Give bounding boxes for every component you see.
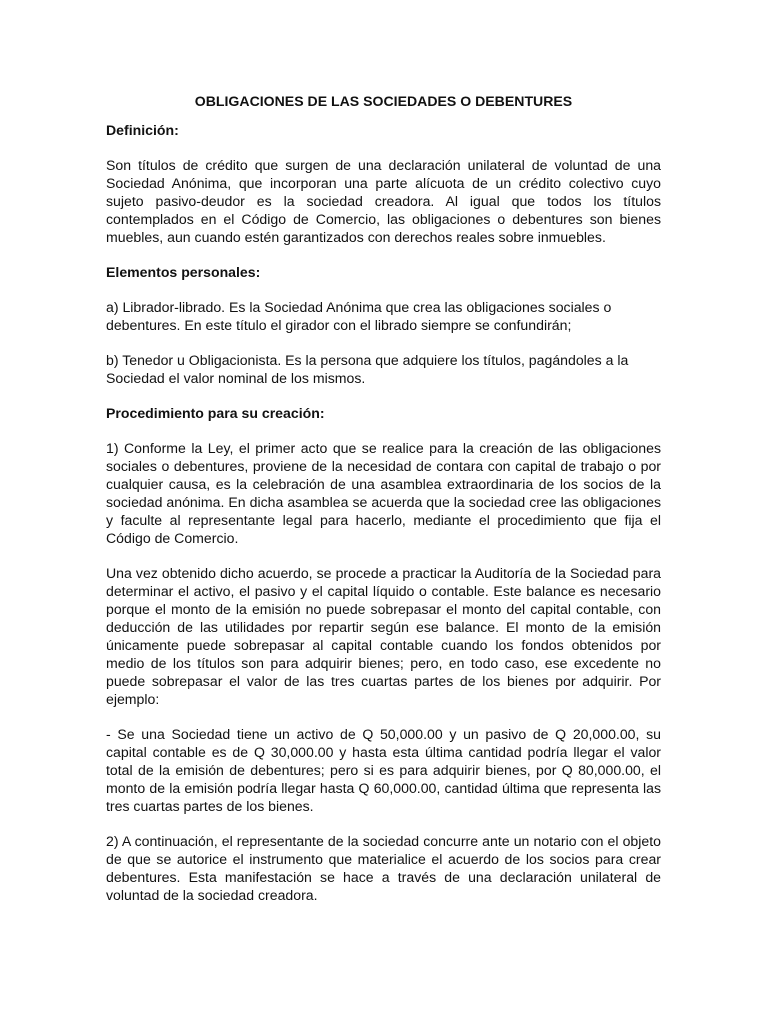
procedimiento-ejemplo-paragraph: - Se una Sociedad tiene un activo de Q 50,000.00 y un pasivo de Q 20,000.00, su capital contable es de Q 30,000.00 y hasta esta última cantidad podría llegar el valor total de la emisión de debentures; pero si es para adquirir bienes, por Q 80,000.00, el monto de la emisión podría llegar hasta Q 60,000.00, cantidad última que representa las tres cuartas partes de los bienes. <box>106 726 661 814</box>
procedimiento-auditoria-paragraph: Una vez obtenido dicho acuerdo, se procede a practicar la Auditoría de la Sociedad para determinar el activo, el pasivo y el capital líquido o contable. Este balance es necesario porque el monto de la emisión no puede sobrepasar el monto del capital contable, con deducción de las utilidades por repartir según ese balance. El monto de la emisión únicamente puede sobrepasar al capital contable cuando los fondos obtenidos por medio de los títulos son para adquirir bienes; pero, en todo caso, ese excedente no puede sobrepasar el valor de las tres cuartas partes de los bienes por adquirir. Por ejemplo: <box>106 565 661 707</box>
elemento-tenedor-paragraph: b) Tenedor u Obligacionista. Es la persona que adquiere los títulos, pagándoles a la Sociedad el valor nominal de los mismos. <box>106 352 629 386</box>
procedimiento-paso-2-paragraph: 2) A continuación, el representante de la sociedad concurre ante un notario con el objeto de que se autorice el instrumento que materialice el acuerdo de los socios para crear debentures. Esta manifestación se hace a través de una declaración unilateral de voluntad de la sociedad creadora. <box>106 833 661 903</box>
procedimiento-paso-1-paragraph: 1) Conforme la Ley, el primer acto que se realice para la creación de las obligaciones sociales o debentures, proviene de la necesidad de contara con capital de trabajo o por cualquier causa, es la celebración de una asamblea extraordinaria de los socios de la sociedad anónima. En dicha asamblea se acuerda que la sociedad cree las obligaciones y faculte al representante legal para hacerlo, mediante el procedimiento que fija el Código de Comercio. <box>106 440 661 546</box>
procedimiento-heading: Procedimiento para su creación: <box>106 405 325 421</box>
document-title: OBLIGACIONES DE LAS SOCIEDADES O DEBENTURES <box>194 93 573 109</box>
definicion-heading: Definición: <box>106 122 179 138</box>
elemento-librador-paragraph: a) Librador-librado. Es la Sociedad Anónima que crea las obligaciones sociales o debentures. En este título el girador con el librado siempre se confundirán; <box>106 299 612 333</box>
definicion-paragraph: Son títulos de crédito que surgen de una declaración unilateral de voluntad de una Sociedad Anónima, que incorporan una parte alícuota de un crédito colectivo cuyo sujeto pasivo-deudor es la sociedad creadora. Al igual que todos los títulos contemplados en el Código de Comercio, las obligaciones o debentures son bienes muebles, aun cuando estén garantizados con derechos reales sobre inmuebles. <box>106 157 661 245</box>
elementos-heading: Elementos personales: <box>106 264 261 280</box>
